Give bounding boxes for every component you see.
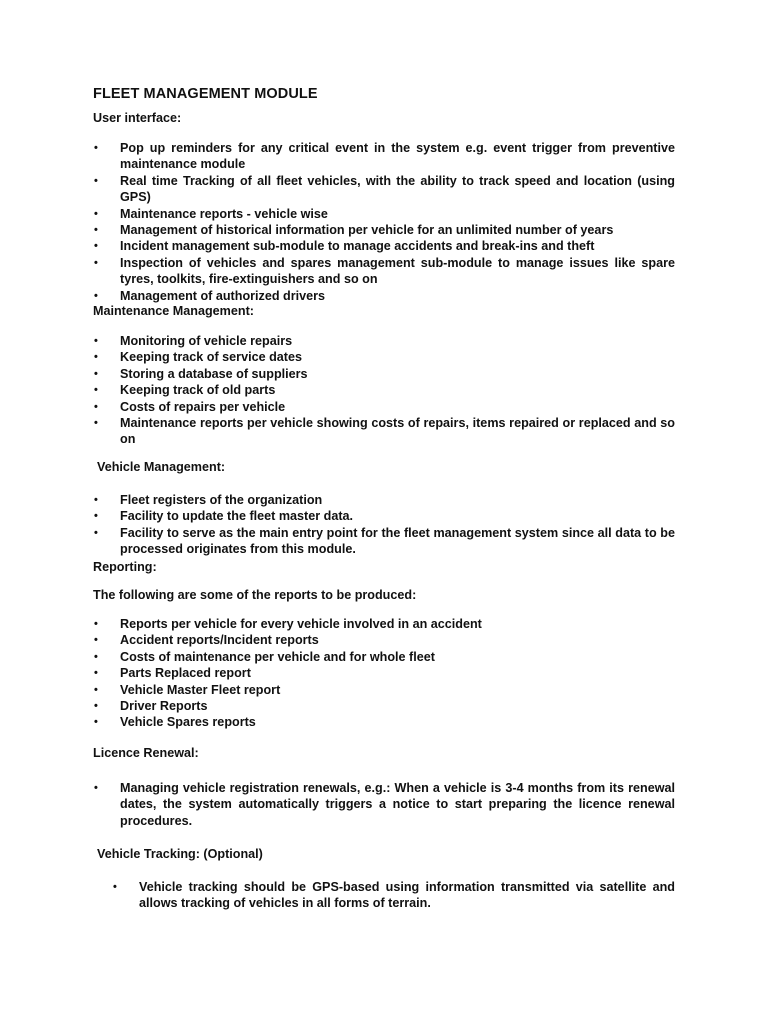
vehicle-tracking-list	[112, 879, 675, 912]
bullet-icon: •	[94, 618, 98, 630]
list-item: • Vehicle Spares reports	[94, 715, 256, 730]
bullet-icon: •	[94, 384, 98, 397]
bullet-icon: •	[94, 174, 98, 187]
bullet-icon: •	[94, 683, 98, 696]
list-item: • Storing a database of suppliers	[94, 366, 308, 381]
list-item: • Maintenance reports - vehicle wise	[94, 206, 328, 221]
bullet-icon: •	[94, 634, 98, 647]
list-item: • Incident management sub-module to manage accidents and break-ins and theft	[94, 239, 595, 254]
bullet-icon: •	[94, 256, 98, 269]
list-item: • Inspection of vehicles and spares management sub-module to manage issues like spare tyres, toolkits, fire-extinguishers and so on	[94, 255, 675, 287]
bullet-icon: •	[94, 417, 98, 430]
list-item: • Keeping track of old parts	[94, 383, 276, 398]
list-item: • Facility to serve as the main entry point for the fleet management system since all data to be processed originates from this module.	[94, 525, 675, 557]
bullet-icon: •	[94, 335, 98, 347]
bullet-icon: •	[94, 400, 98, 413]
bullet-icon: •	[94, 240, 98, 253]
bullet-icon: •	[94, 351, 98, 364]
vehicle-management-list	[93, 492, 675, 558]
list-item: • Maintenance reports per vehicle showing costs of repairs, items repaired or replaced and so on	[94, 416, 675, 447]
bullet-icon: •	[94, 494, 98, 506]
list-item: • Monitoring of vehicle repairs	[94, 334, 293, 348]
list-item: • Managing vehicle registration renewals, e.g.: When a vehicle is 3-4 months from its renewal dates, the system automatically triggers a notice to start preparing the licence renewal procedures.	[94, 781, 675, 828]
list-item: • Parts Replaced report	[94, 666, 251, 681]
bullet-icon: •	[94, 667, 98, 680]
licence-renewal-list	[93, 780, 675, 829]
list-item: • Vehicle tracking should be GPS-based using information transmitted via satellite and allows tracking of vehicles in all forms of terrain.	[113, 880, 675, 911]
section-heading-licence-renewal: Licence Renewal:	[93, 746, 199, 760]
list-item: • Reports per vehicle for every vehicle involved in an accident	[94, 617, 482, 631]
bullet-icon: •	[94, 650, 98, 663]
list-item: • Driver Reports	[94, 699, 208, 714]
bullet-icon: •	[94, 142, 98, 154]
bullet-icon: •	[94, 700, 98, 713]
list-item: • Fleet registers of the organization	[94, 493, 323, 507]
user-interface-list	[93, 140, 675, 304]
section-heading-vehicle-management: Vehicle Management:	[97, 460, 226, 474]
bullet-icon: •	[94, 510, 98, 523]
list-item: • Costs of maintenance per vehicle and for whole fleet	[94, 649, 435, 664]
reporting-intro: The following are some of the reports to be produced:	[93, 588, 417, 602]
bullet-icon: •	[94, 716, 98, 729]
section-heading-user-interface: User interface:	[93, 111, 182, 125]
reporting-list	[93, 616, 675, 731]
list-item: • Vehicle Master Fleet report	[94, 682, 281, 697]
list-item: • Costs of repairs per vehicle	[94, 399, 286, 414]
bullet-icon: •	[94, 224, 98, 237]
bullet-icon: •	[94, 782, 98, 794]
section-heading-vehicle-tracking: Vehicle Tracking: (Optional)	[97, 847, 263, 861]
list-item: • Management of historical information per vehicle for an unlimited number of years	[94, 223, 614, 238]
list-item: • Pop up reminders for any critical event in the system e.g. event trigger from preventive maintenance module	[94, 141, 675, 172]
list-item: • Facility to update the fleet master data.	[94, 509, 354, 524]
section-heading-reporting: Reporting:	[93, 560, 157, 574]
list-item: • Real time Tracking of all fleet vehicles, with the ability to track speed and location (using GPS)	[94, 173, 675, 205]
maintenance-list	[93, 333, 675, 448]
bullet-icon: •	[94, 207, 98, 220]
document-title: FLEET MANAGEMENT MODULE	[93, 86, 318, 102]
list-item: • Keeping track of service dates	[94, 350, 302, 365]
list-item: • Management of authorized drivers	[94, 288, 326, 303]
bullet-icon: •	[94, 289, 98, 302]
bullet-icon: •	[113, 881, 117, 893]
bullet-icon: •	[94, 367, 98, 380]
bullet-icon: •	[94, 526, 98, 539]
section-heading-maintenance: Maintenance Management:	[93, 304, 254, 318]
list-item: • Accident reports/Incident reports	[94, 633, 319, 648]
